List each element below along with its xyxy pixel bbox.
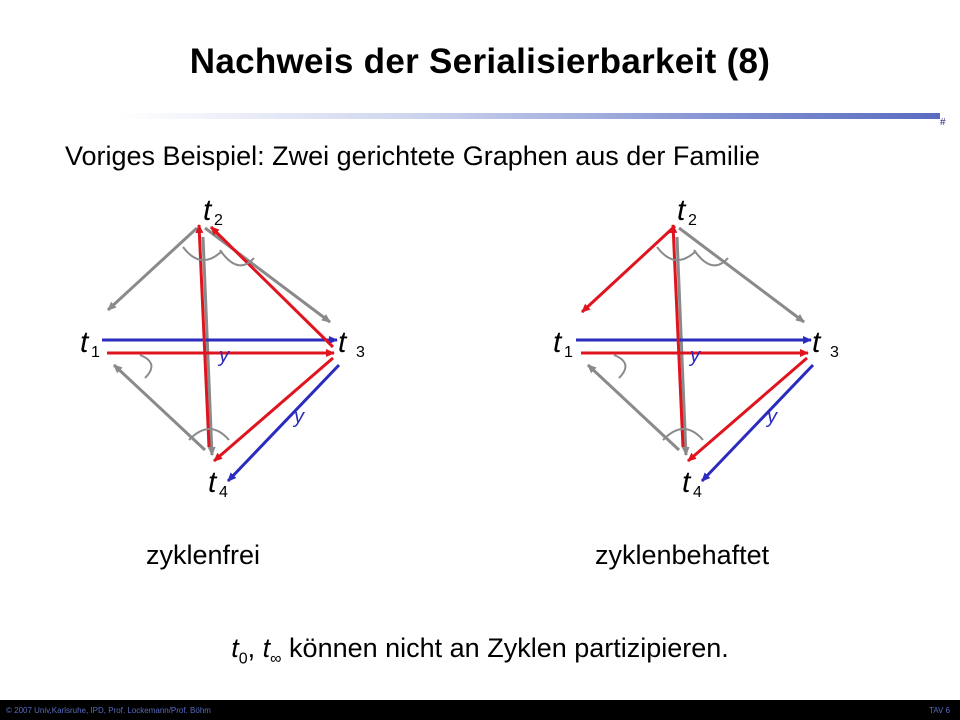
- edge-gray: [679, 228, 804, 322]
- caption-left: zyklenfrei: [146, 540, 261, 570]
- node-t4-sub: 4: [219, 484, 228, 501]
- node-t1-sub: 1: [564, 344, 573, 361]
- edge-label-y: y: [219, 345, 229, 367]
- node-t2: t: [677, 194, 686, 227]
- node-t1: t: [553, 326, 562, 359]
- node-t2: t: [203, 194, 212, 227]
- node-t3: t: [338, 326, 347, 359]
- node-t3-sub: 3: [356, 344, 365, 361]
- node-t4: t: [682, 466, 691, 499]
- t0-symbol: t: [231, 633, 239, 663]
- footer-copyright: © 2007 Univ,Karlsruhe, IPD, Prof. Lockemann/Prof. Böhm: [6, 706, 211, 715]
- angle-arc: [614, 355, 625, 378]
- node-t3: t: [812, 326, 821, 359]
- node-t1-sub: 1: [91, 344, 100, 361]
- footer-bar: [0, 700, 960, 720]
- edge-label-y: y: [294, 406, 304, 428]
- comma: ,: [247, 633, 263, 663]
- page-title: Nachweis der Serialisierbarkeit (8): [189, 42, 771, 81]
- intro-text: Voriges Beispiel: Zwei gerichtete Graphen aus der Familie: [65, 141, 760, 171]
- tinf-symbol: t: [262, 633, 271, 663]
- edge-red: [582, 226, 675, 312]
- edge-red: [688, 358, 807, 461]
- node-t4-sub: 4: [693, 484, 702, 501]
- t0-subscript: 0: [238, 650, 248, 668]
- node-t2-sub: 2: [214, 212, 223, 229]
- tinf-subscript: ∞: [270, 650, 282, 668]
- edge-label-y: y: [690, 345, 700, 367]
- bottom-text: können nicht an Zyklen partizipieren.: [281, 633, 729, 663]
- caption-right: zyklenbehaftet: [595, 540, 770, 570]
- node-t2-sub: 2: [688, 212, 697, 229]
- node-t3-sub: 3: [830, 344, 839, 361]
- edge-label-y: y: [767, 406, 777, 428]
- slide-number: #: [940, 117, 946, 128]
- node-t1: t: [80, 326, 89, 359]
- edge-blue: [702, 365, 813, 481]
- bottom-statement: [0, 633, 960, 668]
- node-t4: t: [208, 466, 217, 499]
- footer-slide-id: TAV 6: [928, 706, 950, 715]
